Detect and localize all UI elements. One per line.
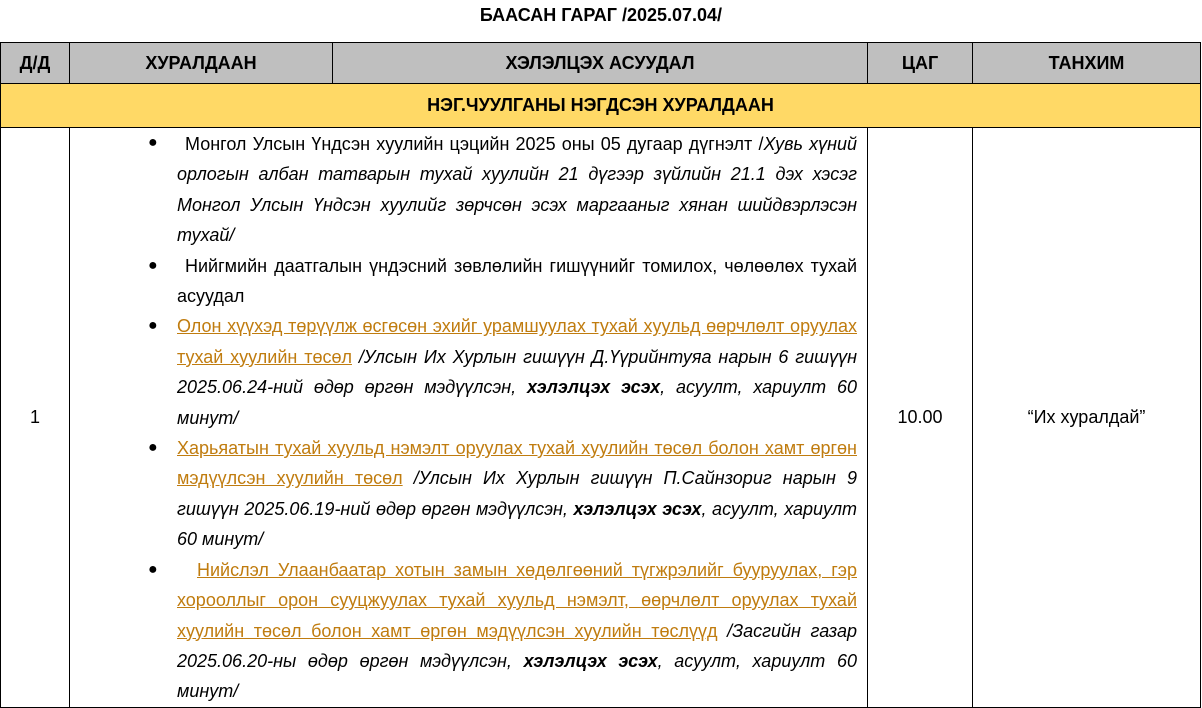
bullet-icon: ● <box>148 439 158 457</box>
bill-link[interactable]: Нийслэл Улаанбаатар хотын замын хөдөлгөөний түгжрэлийг бууруулах, гэр хорооллыг орон сууцжуулах тухай хуульд нэмэлт, өөрчлөлт оруулах тухай хуулийн төсөл болон хамт өргөн мэдүүлсэн хуулийн төслүүд <box>177 559 857 641</box>
bill-link[interactable]: Олон хүүхэд төрүүлж өсгөсөн эхийг урамшуулах тухай хуульд өөрчлөлт оруулах тухай хуулийн төсөл <box>177 316 857 367</box>
col-header-session: ХУРАЛДААН <box>70 43 333 84</box>
bullet-icon: ● <box>148 317 158 335</box>
page-title: БААСАН ГАРАГ /2025.07.04/ <box>479 5 723 25</box>
section-title: НЭГ.ЧУУЛГАНЫ НЭГДСЭН ХУРАЛДААН <box>1 84 1201 128</box>
list-item: ● Монгол Улсын Үндсэн хуулийн цэцийн 2025 оны 05 дугаар дүгнэлт /Хувь хүний орлогын албан татварын тухай хуулийн 21 дүгээр зүйлийн 21.1 дэх хэсэг Монгол Улсын Үндсэн хуулийг зөрчсөн эсэх маргааныг хянан шийдвэрлэсэн тухай/ <box>70 128 857 251</box>
bullet-icon: ● <box>148 560 158 578</box>
time-cell: 10.00 <box>868 128 973 708</box>
section-row <box>1 84 1201 128</box>
list-item: ● Нийслэл Улаанбаатар хотын замын хөдөлгөөний түгжрэлийг бууруулах, гэр хорооллыг орон сууцжуулах тухай хуульд нэмэлт, өөрчлөлт оруулах тухай хуулийн төсөл болон хамт өргөн мэдүүлсэн хуулийн төслүүд /Засгийн газар 2025.06.20-ны өдөр өргөн мэдүүлсэн, хэлэлцэх эсэх, асуулт, хариулт 60 минут/ <box>70 555 857 707</box>
topic-cell <box>70 128 868 708</box>
topic-list <box>70 128 867 707</box>
bullet-icon: ● <box>148 134 158 151</box>
hall-cell: “Их хуралдай” <box>973 128 1201 708</box>
col-header-topic: ХЭЛЭЛЦЭХ АСУУДАЛ <box>333 43 868 84</box>
header-row <box>1 43 1201 84</box>
list-item: ● Нийгмийн даатгалын үндэсний зөвлөлийн гишүүнийг томилох, чөлөөлөх тухай асуудал <box>70 251 857 312</box>
table-row <box>1 128 1201 708</box>
col-header-num: Д/Д <box>1 43 70 84</box>
list-item: ● Харьяатын тухай хуульд нэмэлт оруулах тухай хуулийн төсөл болон хамт өргөн мэдүүлсэн хуулийн төсөл /Улсын Их Хурлын гишүүн П.Сайнзориг нарын 9 гишүүн 2025.06.19-ний өдөр өргөн мэдүүлсэн, хэлэлцэх эсэх, асуулт, хариулт 60 минут/ <box>70 433 857 555</box>
agenda-table <box>0 42 1201 708</box>
bullet-icon: ● <box>148 256 158 274</box>
col-header-time: ЦАГ <box>868 43 973 84</box>
list-item: ● Олон хүүхэд төрүүлж өсгөсөн эхийг урамшуулах тухай хуульд өөрчлөлт оруулах тухай хуулийн төсөл /Улсын Их Хурлын гишүүн Д.Үүрийнтуяа нарын 6 гишүүн 2025.06.24-ний өдөр өргөн мэдүүлсэн, хэлэлцэх эсэх, асуулт, хариулт 60 минут/ <box>70 311 857 433</box>
bill-link[interactable]: Харьяатын тухай хуульд нэмэлт оруулах тухай хуулийн төсөл болон хамт өргөн мэдүүлсэн хуулийн төсөл <box>177 438 857 489</box>
col-header-hall: ТАНХИМ <box>973 43 1201 84</box>
row-number: 1 <box>1 128 70 708</box>
